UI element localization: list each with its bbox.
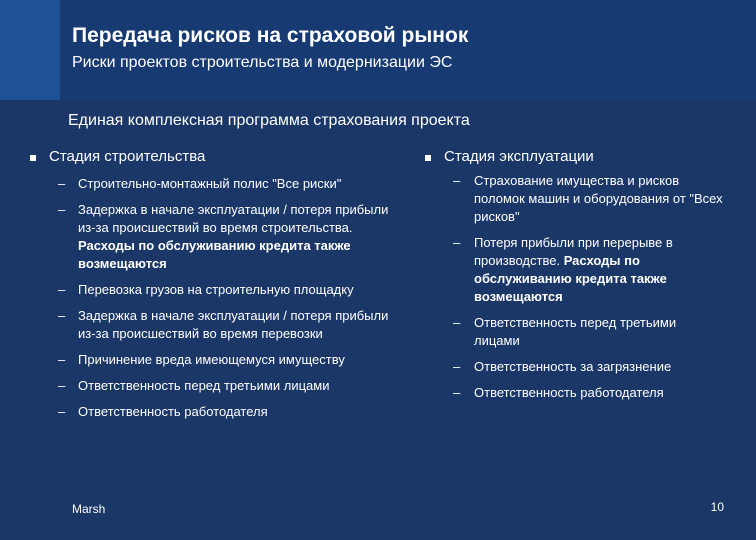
list-item <box>425 172 725 226</box>
list-item-text: Строительно-монтажный полис "Все риски" <box>78 176 342 191</box>
dash-bullet-icon: – <box>453 385 461 400</box>
list-item <box>425 384 725 402</box>
operation-heading-label: Стадия эксплуатации <box>444 148 594 165</box>
operation-heading <box>425 148 725 166</box>
construction-heading-label: Стадия строительства <box>49 148 206 165</box>
list-item <box>425 234 725 306</box>
list-item-text: Ответственность работодателя <box>78 404 268 419</box>
dash-bullet-icon: – <box>58 176 66 191</box>
bullet-square-icon <box>30 155 36 161</box>
construction-heading <box>30 148 400 166</box>
list-item-text: Ответственность перед третьими лицами <box>474 315 677 348</box>
list-item-bold-text: Расходы по обслуживанию кредита также возмещаются <box>78 238 351 271</box>
program-heading: Единая комплексная программа страхования проекта <box>68 112 470 129</box>
list-item <box>30 403 400 421</box>
header-band <box>0 0 756 100</box>
list-item-text: Причинение вреда имеющемуся имуществу <box>78 352 345 367</box>
list-item-text: Задержка в начале эксплуатации / потеря прибыли из-за происшествий во время перевозки <box>78 308 389 341</box>
list-item <box>425 358 725 376</box>
operation-list <box>425 172 725 402</box>
dash-bullet-icon: – <box>453 235 461 250</box>
list-item-text: Потеря прибыли при перерыве в производстве. <box>474 235 673 268</box>
list-item-bold-text: Расходы по обслуживанию кредита также возмещаются <box>474 253 667 304</box>
list-item-text: Перевозка грузов на строительную площадку <box>78 282 354 297</box>
construction-column <box>30 148 400 421</box>
slide-title: Передача рисков на страховой рынок <box>72 24 469 47</box>
list-item <box>30 307 400 343</box>
list-item-text: Ответственность перед третьими лицами <box>78 378 330 393</box>
dash-bullet-icon: – <box>58 378 66 393</box>
dash-bullet-icon: – <box>58 352 66 367</box>
dash-bullet-icon: – <box>453 173 461 188</box>
list-item <box>30 377 400 395</box>
bullet-square-icon <box>425 155 431 161</box>
list-item <box>425 314 725 350</box>
dash-bullet-icon: – <box>58 282 66 297</box>
dash-bullet-icon: – <box>453 359 461 374</box>
dash-bullet-icon: – <box>453 315 461 330</box>
list-item-text: Ответственность за загрязнение <box>474 359 672 374</box>
operation-column <box>425 148 725 402</box>
dash-bullet-icon: – <box>58 404 66 419</box>
list-item-text: Страхование имущества и рисков поломок машин и оборудования от "Всех рисков" <box>474 173 723 224</box>
dash-bullet-icon: – <box>58 202 66 217</box>
list-item-text: Задержка в начале эксплуатации / потеря прибыли из-за происшествий во время строительства. <box>78 202 389 235</box>
slide-subtitle: Риски проектов строительства и модернизации ЭС <box>72 54 453 71</box>
dash-bullet-icon: – <box>58 308 66 323</box>
construction-list <box>30 175 400 421</box>
footer-company: Marsh <box>72 502 106 516</box>
list-item <box>30 201 400 273</box>
list-item <box>30 175 400 193</box>
list-item-text: Ответственность работодателя <box>474 385 664 400</box>
list-item <box>30 281 400 299</box>
page-number: 10 <box>710 500 724 514</box>
list-item <box>30 351 400 369</box>
header-accent <box>0 0 60 100</box>
